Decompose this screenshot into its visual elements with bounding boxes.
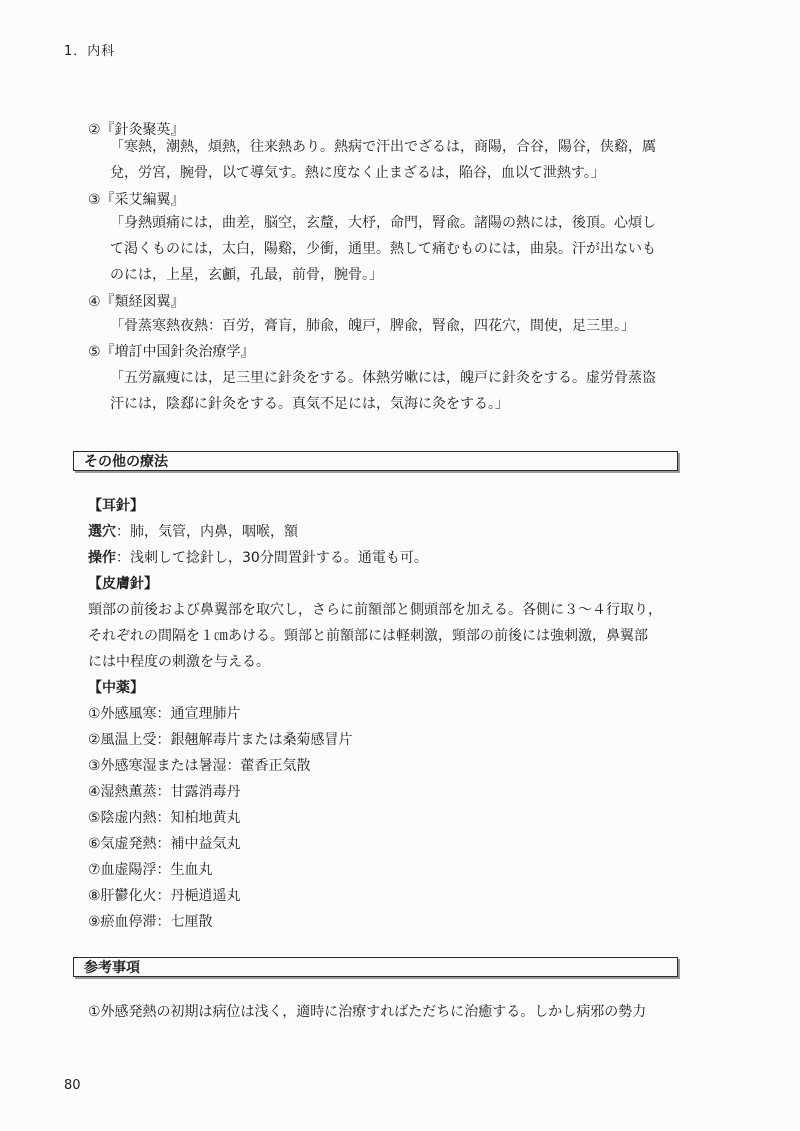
skin-needle-line: それぞれの間隔を１㎝あける。頸部と前額部には軽刺激，頸部の前後には強刺激，鼻翼部 <box>88 628 648 644</box>
reference-line: 「寒熱，潮熱，煩熱，往来熱あり。熱病で汗出でざるは，商陽，合谷，陽谷，侠谿，厲 <box>110 139 656 155</box>
medicine-item: ③外感寒湿または暑湿：藿香正気散 <box>88 758 311 774</box>
points-text: ：肺，気管，内鼻，咽喉，額 <box>116 524 298 540</box>
ear-points-line <box>88 519 298 545</box>
skin-needle-line: には中程度の刺激を与える。 <box>88 654 270 670</box>
reference-title: ③『采艾編翼』 <box>88 192 185 208</box>
section-header-notes: 参考事項 <box>73 957 678 977</box>
ear-acupuncture-heading: 【耳針】 <box>88 498 144 514</box>
reference-3 <box>88 188 688 212</box>
reference-line: 「身熱頭痛には，曲差，脳空，玄釐，大杼，命門，腎兪。諸陽の熱には，後頂。心煩し <box>110 215 656 231</box>
page-number: 80 <box>64 1078 81 1093</box>
reference-title: ⑤『増訂中国針灸治療学』 <box>88 344 255 360</box>
reference-title: ②『針灸聚英』 <box>88 122 185 138</box>
reference-line: 「五労羸痩には，足三里に針灸をする。体熱労嗽には，魄戸に針灸をする。虚労骨蒸盗 <box>110 370 656 386</box>
medicine-item: ②風温上受：銀翹解毒片または桑菊感冒片 <box>88 732 353 748</box>
ear-procedure-line <box>88 545 428 571</box>
reference-title: ④『類経図翼』 <box>88 294 185 310</box>
running-head: 1．内科 <box>64 44 116 59</box>
reference-3-body <box>110 210 685 288</box>
medicine-item: ①外感風寒：通宣理肺片 <box>88 706 241 722</box>
notes-text: ①外感発熱の初期は病位は浅く，適時に治療すればただちに治癒する。しかし病邪の勢力 <box>88 1004 647 1020</box>
medicine-item: ⑥気虚発熱：補中益気丸 <box>88 836 241 852</box>
medicine-item: ④湿熱薫蒸：甘露消毒丹 <box>88 784 241 800</box>
chinese-medicine-heading: 【中薬】 <box>88 680 144 696</box>
reference-line: 汗には，陰郄に針灸をする。真気不足には，気海に灸をする。」 <box>110 396 509 412</box>
reference-line: 「骨蒸寒熱夜熱：百労，膏肓，肺兪，魄戸，脾兪，腎兪，四花穴，間使，足三里。」 <box>110 318 635 334</box>
medicine-item: ⑤陰虚内熱：知柏地黄丸 <box>88 810 241 826</box>
section-header-other-therapies: その他の療法 <box>73 451 678 471</box>
medicine-item: ⑦血虚陽浮：生血丸 <box>88 862 213 878</box>
reference-2-body <box>110 134 685 186</box>
procedure-text: ：浅刺して捻針し，30分間置針する。通電も可。 <box>116 550 428 566</box>
skin-needle-heading: 【皮膚針】 <box>88 576 158 592</box>
reference-line: のには，上星，玄顱，孔最，前骨，腕骨。」 <box>110 267 383 283</box>
reference-line: て渇くものには，太白，陽谿，少衝，通里。熱して痛むものには，曲泉。汗が出ないも <box>110 241 656 257</box>
points-label: 選穴 <box>88 524 116 540</box>
medicine-item: ⑧肝鬱化火：丹梔逍遥丸 <box>88 888 241 904</box>
skin-needle-line: 頸部の前後および鼻翼部を取穴し，さらに前額部と側頭部を加える。各側に３～４行取り， <box>88 602 662 618</box>
medicine-item: ⑨瘀血停滞：七厘散 <box>88 914 213 930</box>
procedure-label: 操作 <box>88 550 116 566</box>
reference-4-body <box>110 313 685 339</box>
reference-4 <box>88 290 688 314</box>
reference-line: 兌，労宮，腕骨，以て導気す。熱に度なく止まざるは，陥谷，血以て泄熱す。」 <box>110 165 605 181</box>
reference-5 <box>88 340 688 364</box>
reference-5-body <box>110 365 685 417</box>
